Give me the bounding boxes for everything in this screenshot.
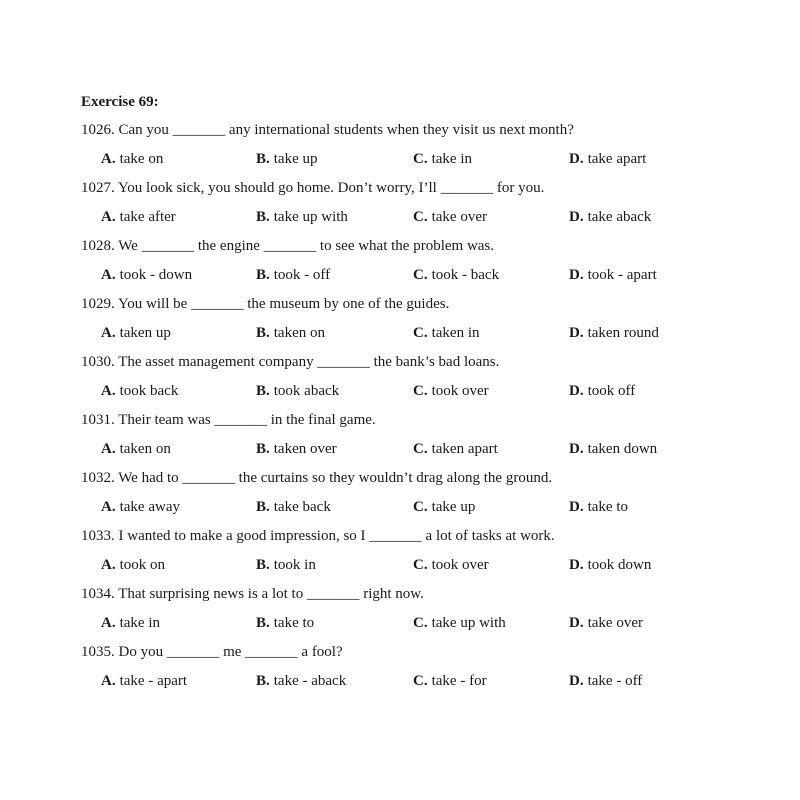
option-text: take - apart — [119, 673, 188, 689]
option-text: taken on — [119, 441, 171, 457]
question-item — [81, 522, 721, 580]
option-text: take after — [119, 209, 176, 225]
answer-options — [81, 319, 721, 348]
option-text: taken up — [119, 325, 171, 341]
answer-option — [569, 145, 646, 174]
option-letter: D. — [569, 441, 584, 457]
question-text: 1031. Their team was _______ in the final game. — [81, 412, 376, 428]
option-text: take in — [431, 151, 472, 167]
option-letter: D. — [569, 383, 584, 399]
answer-option — [101, 203, 176, 232]
option-text: take back — [273, 499, 331, 515]
option-letter: D. — [569, 151, 584, 167]
question-item — [81, 638, 721, 696]
option-letter: B. — [256, 383, 270, 399]
answer-option — [413, 667, 487, 696]
answer-option — [256, 667, 346, 696]
option-letter: C. — [413, 325, 428, 341]
answer-option — [101, 319, 171, 348]
option-text: take to — [273, 615, 315, 631]
option-text: took - apart — [587, 267, 657, 283]
option-letter: B. — [256, 151, 270, 167]
answer-option — [569, 261, 657, 290]
option-letter: C. — [413, 673, 428, 689]
answer-option — [256, 319, 325, 348]
answer-option — [569, 203, 651, 232]
option-letter: C. — [413, 441, 428, 457]
answer-option — [101, 145, 163, 174]
option-letter: A. — [101, 267, 116, 283]
option-text: took - back — [431, 267, 500, 283]
answer-option — [413, 145, 472, 174]
option-text: took down — [587, 557, 652, 573]
option-text: took - down — [119, 267, 193, 283]
option-text: taken over — [273, 441, 337, 457]
option-text: take over — [431, 209, 487, 225]
option-text: take up — [431, 499, 476, 515]
answer-option — [569, 551, 651, 580]
answer-option — [101, 261, 192, 290]
question-text: 1026. Can you _______ any international students when they visit us next month? — [81, 122, 574, 138]
answer-option — [256, 145, 318, 174]
option-letter: D. — [569, 673, 584, 689]
option-text: taken round — [587, 325, 659, 341]
answer-option — [569, 667, 642, 696]
answer-options — [81, 377, 721, 406]
question-item — [81, 580, 721, 638]
option-text: take - for — [431, 673, 487, 689]
option-letter: B. — [256, 499, 270, 515]
question-item — [81, 232, 721, 290]
answer-options — [81, 493, 721, 522]
option-text: take over — [587, 615, 643, 631]
answer-option — [413, 609, 506, 638]
option-letter: C. — [413, 151, 428, 167]
option-letter: A. — [101, 557, 116, 573]
question-item — [81, 116, 721, 174]
question-text: 1030. The asset management company _______ the bank’s bad loans. — [81, 354, 500, 370]
option-text: take apart — [587, 151, 647, 167]
answer-option — [101, 435, 171, 464]
option-letter: B. — [256, 267, 270, 283]
option-letter: D. — [569, 209, 584, 225]
option-letter: C. — [413, 557, 428, 573]
option-letter: B. — [256, 673, 270, 689]
answer-option — [101, 609, 160, 638]
answer-option — [256, 551, 316, 580]
option-text: taken down — [587, 441, 658, 457]
answer-option — [569, 377, 635, 406]
answer-option — [413, 493, 475, 522]
question-text: 1029. You will be _______ the museum by one of the guides. — [81, 296, 450, 312]
answer-option — [256, 493, 331, 522]
option-letter: D. — [569, 325, 584, 341]
question-item — [81, 174, 721, 232]
option-text: taken in — [431, 325, 480, 341]
option-text: take up with — [431, 615, 506, 631]
answer-options — [81, 667, 721, 696]
option-text: take in — [119, 615, 160, 631]
option-text: taken on — [273, 325, 325, 341]
option-text: took in — [273, 557, 316, 573]
answer-option — [256, 377, 339, 406]
answer-options — [81, 203, 721, 232]
question-list — [81, 116, 721, 696]
option-text: take - off — [587, 673, 643, 689]
answer-option — [569, 319, 659, 348]
option-letter: A. — [101, 325, 116, 341]
option-text: take up with — [273, 209, 348, 225]
answer-option — [101, 377, 178, 406]
answer-options — [81, 435, 721, 464]
option-letter: C. — [413, 383, 428, 399]
answer-option — [101, 667, 187, 696]
answer-option — [413, 203, 487, 232]
option-text: take to — [587, 499, 628, 515]
option-letter: D. — [569, 499, 584, 515]
option-letter: A. — [101, 209, 116, 225]
option-letter: A. — [101, 499, 116, 515]
exercise-title: Exercise 69: — [81, 94, 159, 110]
answer-option — [413, 261, 499, 290]
option-text: take on — [119, 151, 164, 167]
answer-option — [413, 551, 489, 580]
option-text: took over — [431, 383, 489, 399]
option-text: taken apart — [431, 441, 498, 457]
option-text: take away — [119, 499, 180, 515]
question-text: 1035. Do you _______ me _______ a fool? — [81, 644, 343, 660]
question-item — [81, 348, 721, 406]
option-text: take up — [273, 151, 318, 167]
exercise-page — [81, 88, 721, 696]
question-text: 1027. You look sick, you should go home. Don’t worry, I’ll _______ for you. — [81, 180, 545, 196]
question-text: 1034. That surprising news is a lot to _______ right now. — [81, 586, 424, 602]
answer-option — [256, 261, 330, 290]
answer-option — [101, 493, 180, 522]
option-letter: A. — [101, 615, 116, 631]
option-letter: D. — [569, 615, 584, 631]
option-text: took aback — [273, 383, 340, 399]
option-letter: A. — [101, 441, 116, 457]
answer-option — [256, 203, 348, 232]
question-text: 1032. We had to _______ the curtains so they wouldn’t drag along the ground. — [81, 470, 553, 486]
answer-option — [569, 609, 643, 638]
option-letter: C. — [413, 499, 428, 515]
question-item — [81, 406, 721, 464]
option-text: took over — [431, 557, 489, 573]
answer-options — [81, 609, 721, 638]
answer-option — [569, 435, 657, 464]
option-text: took back — [119, 383, 179, 399]
question-item — [81, 464, 721, 522]
option-letter: B. — [256, 209, 270, 225]
question-text: 1033. I wanted to make a good impression, so I _______ a lot of tasks at work. — [81, 528, 555, 544]
option-letter: D. — [569, 557, 584, 573]
option-text: took - off — [273, 267, 331, 283]
option-letter: C. — [413, 267, 428, 283]
answer-option — [256, 435, 337, 464]
answer-option — [101, 551, 165, 580]
answer-option — [413, 377, 489, 406]
option-letter: A. — [101, 383, 116, 399]
answer-options — [81, 261, 721, 290]
option-letter: C. — [413, 615, 428, 631]
option-text: take - aback — [273, 673, 347, 689]
option-letter: B. — [256, 325, 270, 341]
answer-option — [413, 435, 498, 464]
question-text: 1028. We _______ the engine _______ to see what the problem was. — [81, 238, 495, 254]
answer-option — [569, 493, 628, 522]
option-text: took on — [119, 557, 166, 573]
option-letter: B. — [256, 441, 270, 457]
option-letter: B. — [256, 557, 270, 573]
option-letter: A. — [101, 673, 116, 689]
option-text: took off — [587, 383, 636, 399]
option-letter: A. — [101, 151, 116, 167]
answer-options — [81, 145, 721, 174]
option-letter: C. — [413, 209, 428, 225]
answer-options — [81, 551, 721, 580]
option-letter: B. — [256, 615, 270, 631]
question-item — [81, 290, 721, 348]
option-text: take aback — [587, 209, 652, 225]
option-letter: D. — [569, 267, 584, 283]
answer-option — [413, 319, 480, 348]
answer-option — [256, 609, 314, 638]
